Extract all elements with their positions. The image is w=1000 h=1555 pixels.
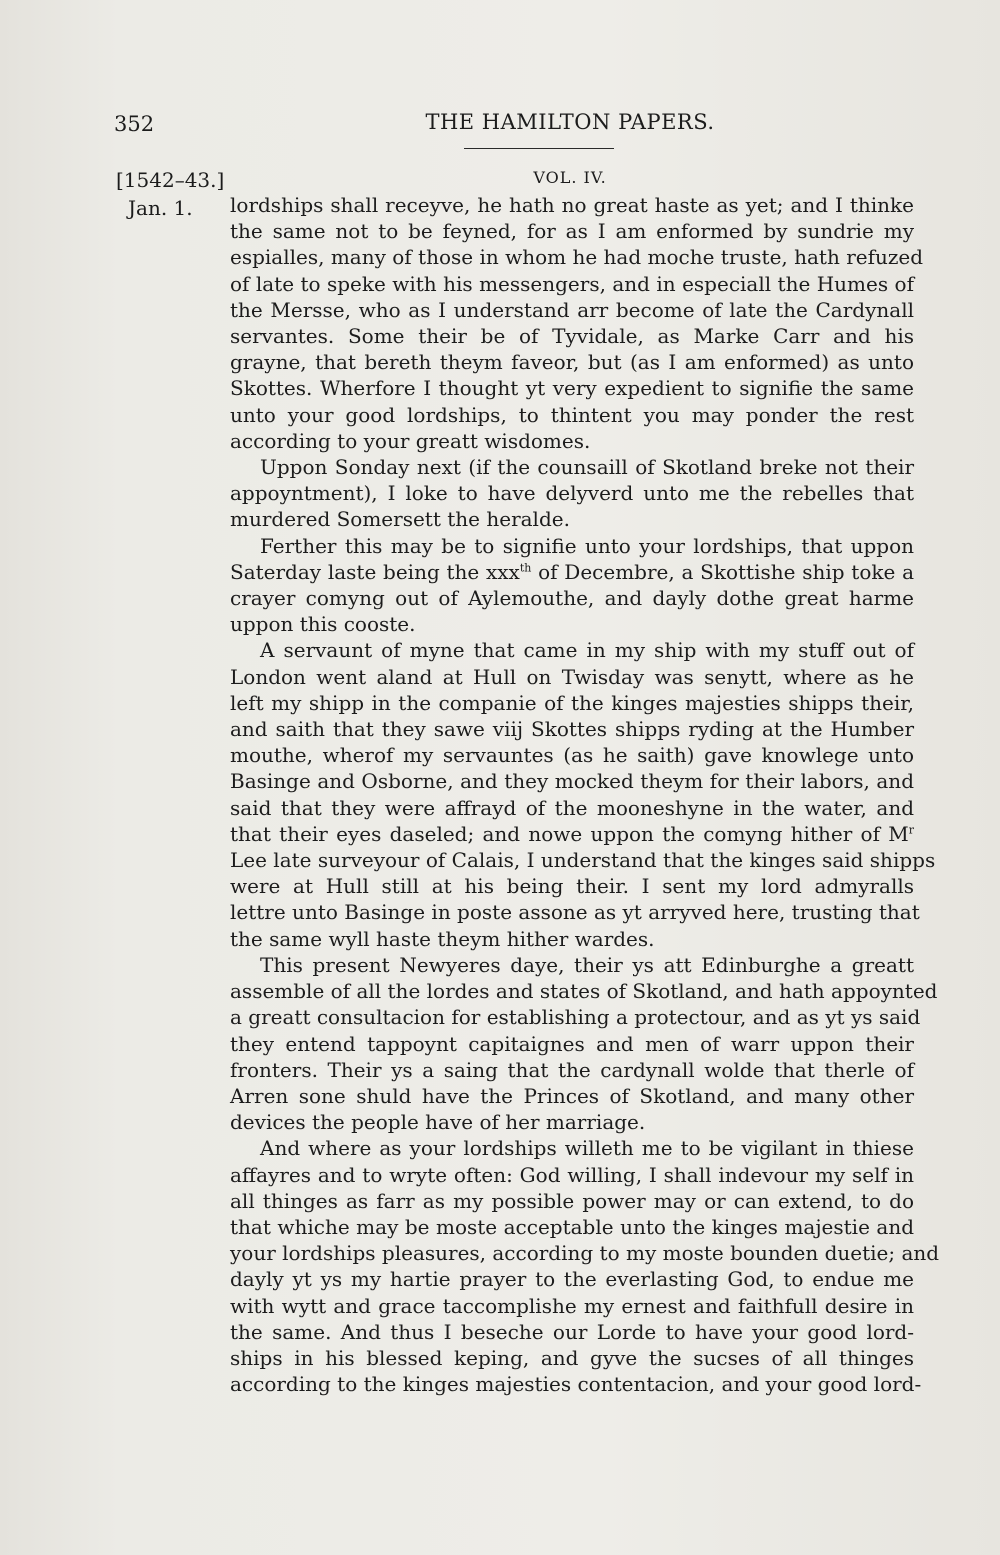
text-line: they entend tappoynt capitaignes and men of warr uppon their [230, 1031, 914, 1056]
text-line: Basinge and Osborne, and they mocked theym for their labors, and [230, 769, 914, 794]
text-line: mouthe, wherof my servauntes (as he saith) gave knowlege unto [230, 743, 914, 768]
text-line: Uppon Sonday next (if the counsaill of Skotland breke not their [260, 455, 914, 480]
text-line: that whiche may be moste acceptable unto the kinges majestie and [230, 1214, 914, 1239]
text-line: A servaunt of myne that came in my ship with my stuff out of [260, 638, 914, 663]
text-line: lordships shall receyve, he hath no great haste as yet; and I thinke [230, 193, 914, 217]
paragraph [230, 454, 914, 533]
text-line: and saith that they sawe viij Skottes shipps ryding at the Humber [230, 717, 914, 742]
text-line: grayne, that bereth theym faveor, but (as I am enformed) as unto [230, 350, 914, 375]
text-line: the same not to be feyned, for as I am enformed by sundrie my [230, 219, 914, 244]
text-line: Ferther this may be to signifie unto your lordships, that uppon [260, 533, 914, 558]
text-line: affayres and to wryte often: God willing, I shall indevour my self in [230, 1162, 914, 1187]
text-line: with wytt and grace taccomplishe my ernest and faithfull desire in [230, 1293, 914, 1318]
text-line: This present Newyeres daye, their ys att Edinburghe a greatt [260, 952, 914, 977]
paragraph [230, 1135, 940, 1397]
text-line: servantes. Some their be of Tyvidale, as Marke Carr and his [230, 324, 914, 349]
text-line: uppon this cooste. [230, 612, 416, 637]
text-line: And where as your lordships willeth me to be vigilant in thiese [260, 1136, 914, 1161]
text-line: were at Hull still at his being their. I sent my lord admyralls [230, 874, 914, 899]
text-line: ships in his blessed keping, and gyve the sucses of all thinges [230, 1345, 914, 1370]
page-subheader [0, 162, 1000, 192]
margin-date: Jan. 1. [128, 196, 193, 220]
running-title: THE HAMILTON PAPERS. [425, 110, 715, 134]
text-line: Arren sone shuld have the Princes of Skotland, and many other [230, 1083, 914, 1108]
text-line: all thinges as farr as my possible power may or can extend, to do [230, 1188, 914, 1213]
text-line: the same wyll haste theym hither wardes. [230, 926, 655, 951]
text-line: the Mersse, who as I understand arr become of late the Cardynall [230, 297, 914, 322]
text-line: left my shipp in the companie of the kinges majesties shipps their, [230, 690, 914, 715]
text-line: according to the kinges majesties contentacion, and your good lord- [230, 1372, 922, 1397]
text-line: according to your greatt wisdomes. [230, 428, 591, 453]
text-line: lettre unto Basinge in poste assone as yt arryved here, trusting that [230, 900, 920, 925]
text-line: devices the people have of her marriage. [230, 1110, 646, 1135]
text-line: that their eyes daseled; and nowe uppon the comyng hither of $M^r$ [230, 821, 914, 846]
text-line: of late to speke with his messengers, and in especiall the Humes of [230, 271, 914, 296]
year-range: [1542–43.] [116, 168, 225, 192]
page-header [0, 106, 1000, 146]
page-number: 352 [114, 112, 155, 136]
text-line: Saterday laste being the xxx$^{th}$ of Decembre, a Skottishe ship toke a [230, 559, 914, 584]
text-line: assemble of all the lordes and states of Skotland, and hath appoynted [230, 979, 938, 1004]
text-line: espialles, many of those in whom he had moche truste, hath refuzed [230, 245, 924, 270]
text-line: fronters. Their ys a saing that the cardynall wolde that therle of [230, 1057, 914, 1082]
volume-label: VOL. IV. [533, 168, 607, 187]
header-rule [464, 148, 614, 149]
text-line: Skottes. Wherfore I thought yt very expedient to signifie the same [230, 376, 914, 401]
text-line: your lordships pleasures, according to my moste bounden duetie; and [230, 1241, 940, 1266]
paragraph [230, 637, 936, 951]
text-line: London went aland at Hull on Twisday was senytt, where as he [230, 664, 914, 689]
text-line: Lee late surveyour of Calais, I understand that the kinges said shipps [230, 848, 936, 873]
paragraph [230, 533, 914, 638]
letter-body [230, 192, 940, 1397]
text-line: the same. And thus I beseche our Lorde to have your good lord- [230, 1319, 914, 1344]
paragraph [230, 192, 924, 454]
text-line: appoyntment), I loke to have delyverd unto me the rebelles that [230, 481, 914, 506]
text-line: a greatt consultacion for establishing a protectour, and as yt ys said [230, 1005, 921, 1030]
paragraph [230, 952, 938, 1135]
text-line: crayer comyng out of Aylemouthe, and dayly dothe great harme [230, 586, 914, 611]
text-line: said that they were affrayd of the mooneshyne in the water, and [230, 795, 914, 820]
text-line: dayly yt ys my hartie prayer to the everlasting God, to endue me [230, 1267, 914, 1292]
text-line: murdered Somersett the heralde. [230, 507, 570, 532]
text-line: unto your good lordships, to thintent you may ponder the rest [230, 402, 914, 427]
